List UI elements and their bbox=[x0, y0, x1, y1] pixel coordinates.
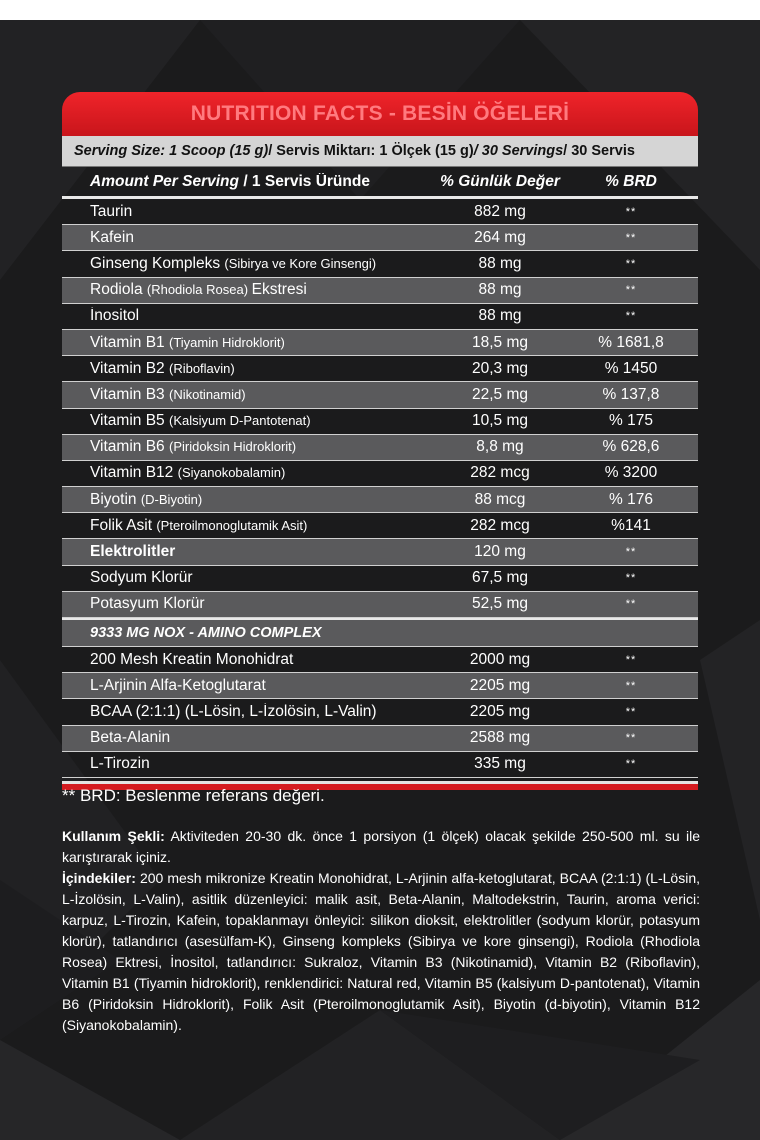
table-row bbox=[62, 225, 698, 251]
ingredient-brd: ** bbox=[625, 679, 637, 692]
ingredient-amount: 2588 mg bbox=[469, 729, 531, 747]
table-row bbox=[62, 487, 698, 513]
ingredient-name: Beta-Alanin bbox=[90, 729, 171, 747]
nutrient-brd: ** bbox=[625, 310, 637, 323]
nutrient-name: Elektrolitler bbox=[90, 543, 176, 561]
usage-text: Aktiviteden 20-30 dk. önce 1 porsiyon (1 ölçek) olacak şekilde 250-500 ml. su ile karıştırarak içiniz. bbox=[62, 828, 700, 865]
nutrient-amount: 88 mcg bbox=[474, 490, 526, 508]
nutrient-amount: 22,5 mg bbox=[471, 385, 528, 403]
table-row bbox=[62, 566, 698, 592]
table-row bbox=[62, 278, 698, 304]
nutrient-amount: 52,5 mg bbox=[471, 595, 528, 613]
nutrient-name: Ginseng Kompleks (Sibirya ve Kore Ginsengi) bbox=[90, 254, 377, 272]
table-row bbox=[62, 592, 698, 618]
nutrient-amount: 88 mg bbox=[478, 254, 522, 272]
nutrient-name: Folik Asit (Pteroilmonoglutamik Asit) bbox=[90, 516, 308, 534]
nutrient-amount: 8,8 mg bbox=[476, 438, 524, 456]
serving-info bbox=[62, 136, 698, 167]
description-text bbox=[62, 826, 700, 1036]
column-brd: % BRD bbox=[605, 172, 657, 190]
nutrient-brd: % 1450 bbox=[604, 359, 658, 377]
nutrient-amount: 18,5 mg bbox=[471, 333, 528, 351]
ingredient-amount: 2000 mg bbox=[469, 650, 531, 668]
nutrient-name: Kafein bbox=[90, 228, 134, 246]
nutrient-brd: % 628,6 bbox=[602, 438, 660, 456]
ingredient-name: L-Tirozin bbox=[90, 755, 150, 773]
serving-size-tr: / Servis Miktarı: 1 Ölçek (15 g) bbox=[268, 143, 474, 159]
nutrient-name: İnositol bbox=[90, 307, 140, 325]
servings-en: / 30 Servings bbox=[473, 143, 564, 159]
table-row bbox=[62, 304, 698, 330]
column-headers bbox=[62, 167, 698, 199]
nutrient-brd: % 176 bbox=[609, 490, 653, 508]
nutrient-brd: ** bbox=[625, 572, 637, 585]
nutrient-brd: % 175 bbox=[609, 412, 653, 430]
nutrition-table bbox=[62, 92, 698, 790]
ingredient-brd: ** bbox=[625, 653, 637, 666]
table-row bbox=[62, 513, 698, 539]
ingredients-paragraph bbox=[62, 868, 700, 1036]
table-row bbox=[62, 435, 698, 461]
ingredient-amount: 335 mg bbox=[474, 755, 526, 773]
nutrient-amount: 282 mcg bbox=[470, 464, 530, 482]
table-row bbox=[62, 409, 698, 435]
nutrient-name: Vitamin B6 (Piridoksin Hidroklorit) bbox=[90, 438, 297, 456]
nutrient-name: Sodyum Klorür bbox=[90, 569, 193, 587]
ingredient-amount: 2205 mg bbox=[469, 676, 531, 694]
nutrient-amount: 88 mg bbox=[478, 281, 522, 299]
product-label bbox=[0, 20, 760, 1140]
nutrient-amount: 120 mg bbox=[474, 543, 526, 561]
table-row bbox=[62, 647, 698, 673]
table-row bbox=[62, 330, 698, 356]
table-row bbox=[62, 752, 698, 778]
nutrient-rows bbox=[62, 199, 698, 618]
nutrient-brd: ** bbox=[625, 284, 637, 297]
nutrient-name: Vitamin B5 (Kalsiyum D-Pantotenat) bbox=[90, 412, 311, 430]
section-title: 9333 MG NOX - AMINO COMPLEX bbox=[62, 618, 698, 647]
nutrient-brd: % 3200 bbox=[604, 464, 658, 482]
nutrient-amount: 282 mcg bbox=[470, 516, 530, 534]
table-row bbox=[62, 356, 698, 382]
nutrient-name: Vitamin B3 (Nikotinamid) bbox=[90, 385, 246, 403]
ingredient-brd: ** bbox=[625, 705, 637, 718]
usage-label: Kullanım Şekli: bbox=[62, 828, 165, 844]
nutrient-name: Taurin bbox=[90, 202, 133, 220]
serving-size-en: Serving Size: 1 Scoop (15 g) bbox=[74, 143, 269, 159]
table-row bbox=[62, 673, 698, 699]
amino-rows bbox=[62, 647, 698, 778]
nutrient-brd: ** bbox=[625, 231, 637, 244]
nutrient-brd: % 137,8 bbox=[602, 385, 660, 403]
nutrient-name: Vitamin B12 (Siyanokobalamin) bbox=[90, 464, 286, 482]
nutrient-brd: ** bbox=[625, 546, 637, 559]
nutrient-brd: ** bbox=[625, 598, 637, 611]
column-amount: Amount Per Serving / 1 Servis Üründe bbox=[90, 172, 370, 190]
servings-tr: / 30 Servis bbox=[563, 143, 635, 159]
nutrient-name: Vitamin B2 (Riboflavin) bbox=[90, 359, 235, 377]
ingredient-name: 200 Mesh Kreatin Monohidrat bbox=[90, 650, 294, 668]
nutrient-brd: % 1681,8 bbox=[598, 333, 664, 351]
nutrient-brd: ** bbox=[625, 257, 637, 270]
ingredients-label: İçindekiler: bbox=[62, 870, 136, 886]
nutrient-amount: 20,3 mg bbox=[471, 359, 528, 377]
nutrient-name: Vitamin B1 (Tiyamin Hidroklorit) bbox=[90, 333, 285, 351]
nutrient-name: Rodiola (Rhodiola Rosea) Ekstresi bbox=[90, 281, 307, 299]
ingredient-brd: ** bbox=[625, 732, 637, 745]
table-title: NUTRITION FACTS - BESİN ÖĞELERİ bbox=[190, 102, 570, 125]
brd-footnote: ** BRD: Beslenme referans değeri. bbox=[62, 786, 325, 805]
table-row bbox=[62, 382, 698, 408]
table-row bbox=[62, 199, 698, 225]
column-daily-value: % Günlük Değer bbox=[440, 172, 560, 190]
ingredient-brd: ** bbox=[625, 758, 637, 771]
nutrient-brd: %141 bbox=[611, 516, 651, 534]
nutrient-name: Potasyum Klorür bbox=[90, 595, 205, 613]
nutrient-amount: 88 mg bbox=[478, 307, 522, 325]
ingredient-name: BCAA (2:1:1) (L-Lösin, L-İzolösin, L-Valin) bbox=[90, 702, 377, 720]
table-row bbox=[62, 699, 698, 725]
table-row bbox=[62, 251, 698, 277]
nutrient-brd: ** bbox=[625, 205, 637, 218]
table-row bbox=[62, 461, 698, 487]
nutrient-name: Biyotin (D-Biyotin) bbox=[90, 490, 203, 508]
nutrient-amount: 10,5 mg bbox=[471, 412, 528, 430]
table-header bbox=[62, 92, 698, 136]
ingredients-text: 200 mesh mikronize Kreatin Monohidrat, L-Arjinin alfa-ketoglutarat, BCAA (2:1:1) (L-Lösin, L-İzolösin, L-Valin), asitlik düzenleyici: malik asit, Beta-Alanin, Maltodekstrin, Taurin, aroma verici: karpuz, L-Tirozin, Kafein, topaklanmayı önleyici: silikon dioksit, elektrolitler (sodyum klorür, potasyum klorür), tatlandırıcı (asesülfam-K), Ginseng kompleks (Sibirya ve kore ginsengi), Rodiola (Rhodiola Rosea) Ektresi, İnositol, tatlandırıcı: Sukraloz, Vitamin B3 (Nikotinamid), Vitamin B2 (Riboflavin), Vitamin B1 (Tiyamin hidroklorit), renklendirici: Natural red, Vitamin B5 (kalsiyum D-pantotenat), Vitamin B6 (Piridoksin Hidroklorit), Folik Asit (Pteroilmonoglutamik Asit), Biyotin (d-biyotin), Vitamin B12 (Siyanokobalamin). bbox=[62, 870, 700, 1033]
table-row bbox=[62, 726, 698, 752]
table-row bbox=[62, 539, 698, 565]
nutrient-amount: 67,5 mg bbox=[471, 569, 528, 587]
nutrient-amount: 882 mg bbox=[474, 202, 526, 220]
usage-paragraph bbox=[62, 826, 700, 868]
ingredient-name: L-Arjinin Alfa-Ketoglutarat bbox=[90, 676, 266, 694]
ingredient-amount: 2205 mg bbox=[469, 702, 531, 720]
nutrient-amount: 264 mg bbox=[474, 228, 526, 246]
